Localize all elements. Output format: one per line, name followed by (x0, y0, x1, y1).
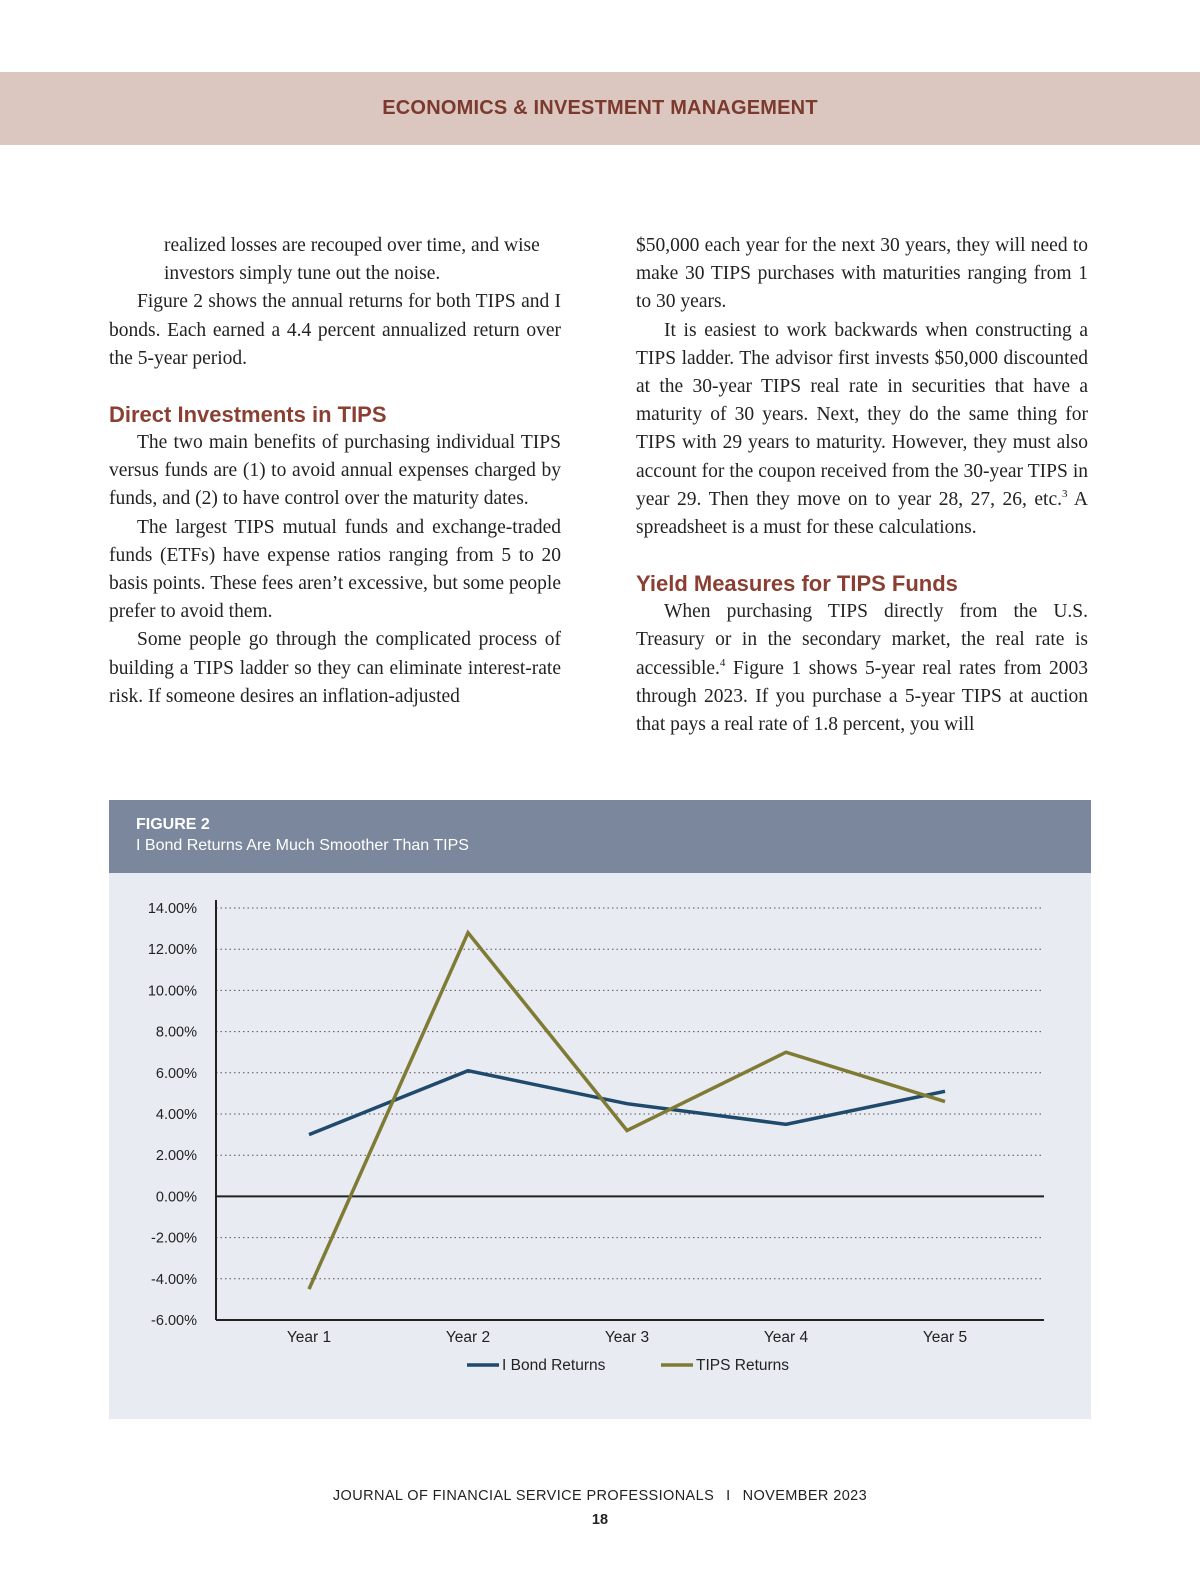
y-tick-label: 10.00% (147, 983, 197, 1000)
x-tick-label: Year 3 (604, 1329, 650, 1346)
x-tick-label: Year 5 (922, 1329, 968, 1346)
paragraph-text: Figure 1 shows 5-year real rates from 2003 through 2023. If you purchase a 5-year TIPS at auction that pays a real rate of 1.8 percent, you will (636, 657, 1088, 736)
figure-subtitle: I Bond Returns Are Much Smoother Than TIPS (136, 837, 469, 854)
y-tick-label: 8.00% (155, 1024, 197, 1041)
y-tick-label: 14.00% (147, 901, 197, 917)
footnote-ref: 4 (719, 656, 726, 669)
page-number: 18 (591, 1512, 609, 1528)
footer (0, 1488, 1200, 1504)
footer-separator: I (726, 1488, 731, 1504)
y-tick-label: -2.00% (151, 1230, 197, 1247)
y-tick-label: 0.00% (155, 1189, 197, 1206)
legend-label: TIPS Returns (696, 1357, 790, 1374)
y-tick-label: -4.00% (151, 1271, 197, 1288)
figure-2 (109, 800, 1091, 1419)
y-tick-label: 6.00% (155, 1065, 197, 1082)
paragraph-text: When purchasing TIPS directly from the U.S. Treasury or in the secondary market, the real rate is accessible. (636, 601, 1088, 679)
paragraph-quote-end: realized losses are recouped over time, and wise investors simply tune out the noise. (164, 235, 540, 285)
x-tick-label: Year 4 (763, 1329, 809, 1346)
journal-name: JOURNAL OF FINANCIAL SERVICE PROFESSIONALS (332, 1488, 715, 1504)
paragraph: Some people go through the complicated process of building a TIPS ladder so they can eliminate interest-rate risk. If someone desires an inflation-adjusted (109, 629, 561, 707)
paragraph (636, 317, 1088, 543)
x-tick-label: Year 1 (286, 1329, 332, 1346)
y-tick-label: 2.00% (155, 1148, 197, 1165)
footnote-ref: 3 (1061, 487, 1068, 500)
section-heading: Yield Measures for TIPS Funds (636, 571, 958, 597)
x-tick-label: Year 2 (445, 1329, 491, 1346)
paragraph-text: It is easiest to work backwards when constructing a TIPS ladder. The advisor first invests $50,000 discounted at the 30-year TIPS real rate in securities that have a maturity of 30 years. Next, they do the same thing for TIPS with 29 years to maturity. However, they must also account for the coupon received from the 30-year TIPS in year 29. Then they move on to year 28, 27, 26, etc. (636, 319, 1088, 510)
paragraph: The two main benefits of purchasing individual TIPS versus funds are (1) to avoid annual expenses charged by funds, and (2) to have control over the maturity dates. (109, 432, 561, 510)
y-tick-label: -6.00% (151, 1313, 197, 1329)
paragraph: The largest TIPS mutual funds and exchange-traded funds (ETFs) have expense ratios ranging from 5 to 20 basis points. These fees aren’t excessive, but some people prefer to avoid them. (109, 516, 561, 623)
issue-date: NOVEMBER 2023 (742, 1488, 868, 1504)
series-line-i-bond (309, 1071, 945, 1135)
right-column (636, 232, 1088, 739)
paragraph (636, 598, 1088, 739)
figure-label: FIGURE 2 (136, 816, 210, 833)
left-column (109, 232, 561, 711)
paragraph-text: A spreadsheet is a must for these calculations. (636, 488, 1088, 539)
y-tick-label: 4.00% (155, 1107, 197, 1123)
y-tick-label: 12.00% (147, 942, 197, 959)
paragraph: Figure 2 shows the annual returns for both TIPS and I bonds. Each earned a 4.4 percent annualized return over the 5-year period. (109, 291, 561, 369)
line-chart (109, 800, 1091, 1419)
paragraph: $50,000 each year for the next 30 years, they will need to make 30 TIPS purchases with maturities ranging from 1 to 30 years. (636, 235, 1088, 313)
section-heading: Direct Investments in TIPS (109, 402, 387, 428)
section-title: ECONOMICS & INVESTMENT MANAGEMENT (382, 97, 818, 119)
legend-label: I Bond Returns (502, 1357, 606, 1374)
